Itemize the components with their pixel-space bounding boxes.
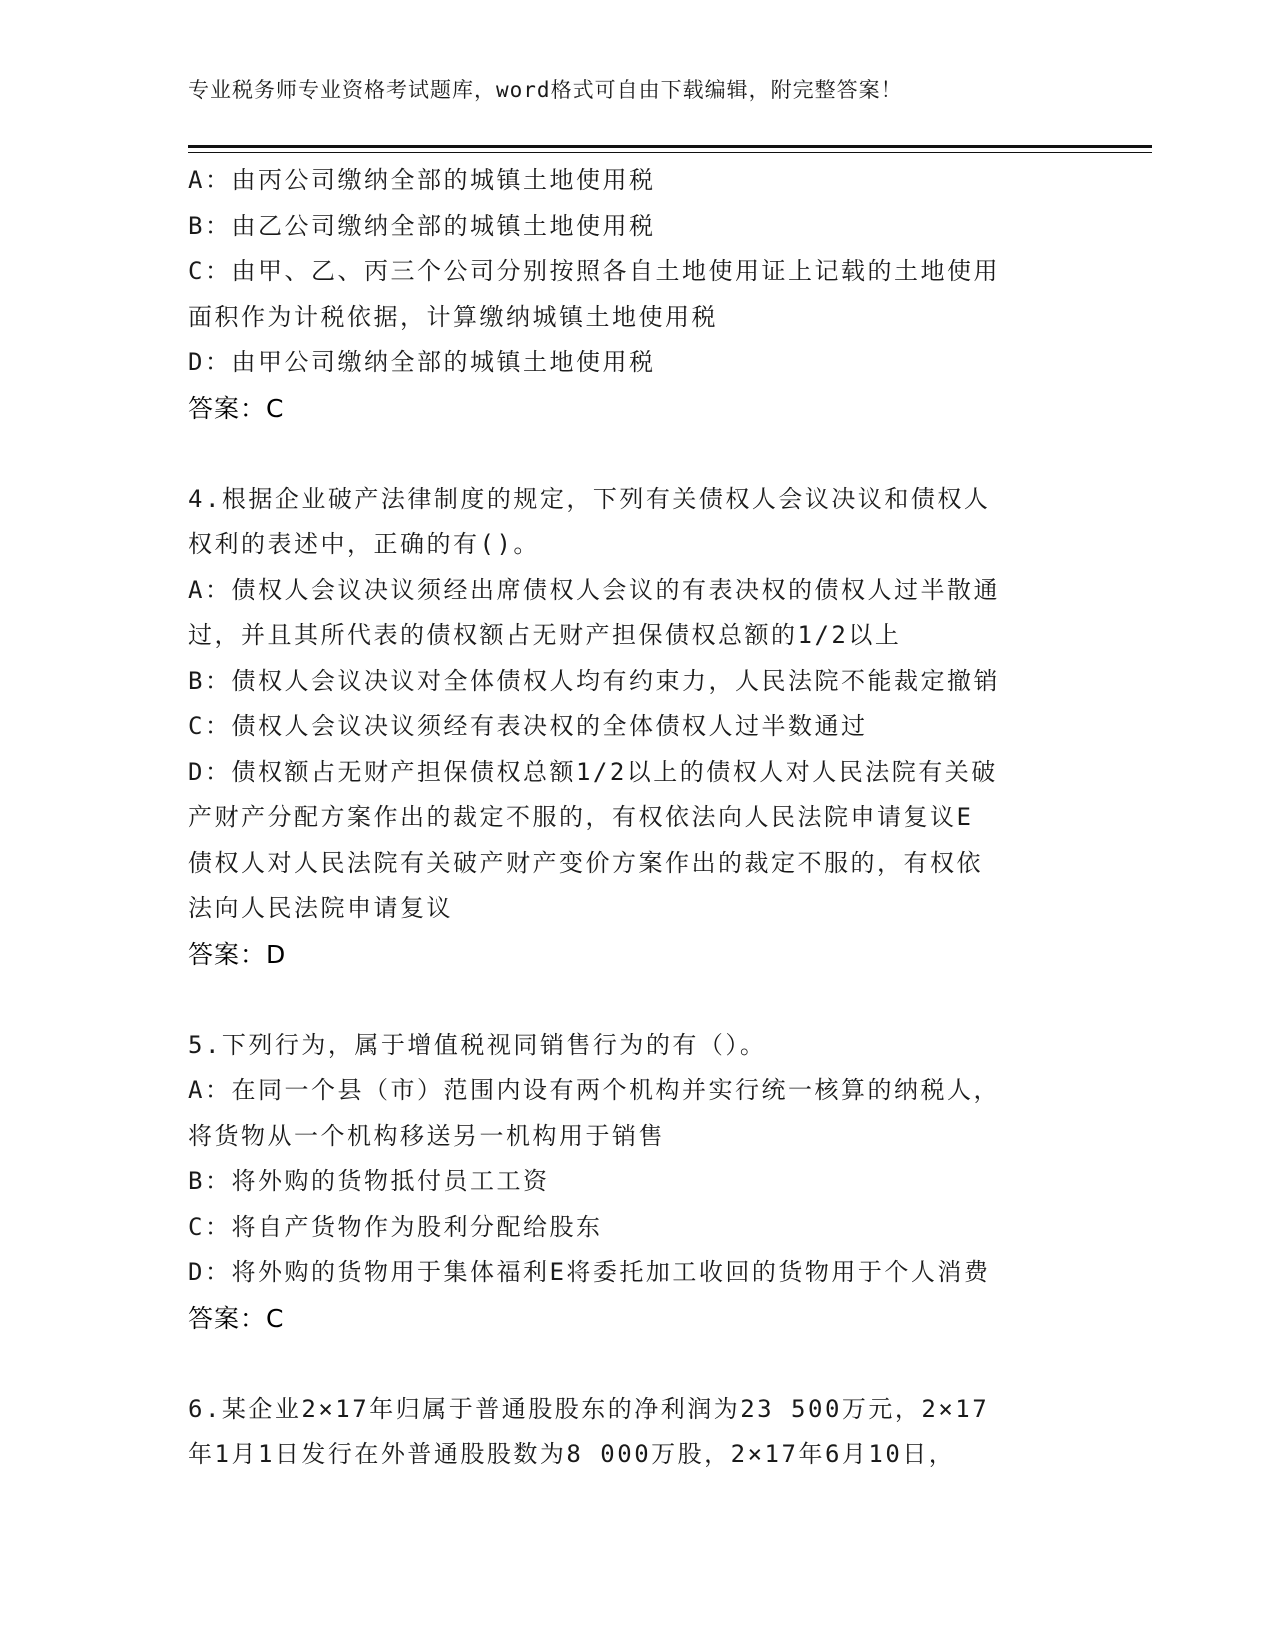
document-body (188, 158, 1068, 1478)
spacer (188, 431, 1068, 477)
answer-line: 答案：C (188, 1303, 285, 1333)
question-block (188, 1387, 1068, 1478)
option-line: A：在同一个县（市）范围内设有两个机构并实行统一核算的纳税人， (188, 1076, 1000, 1104)
option-line: 过，并且其所代表的债权额占无财产担保债权总额的1/2以上 (188, 621, 902, 649)
option-line: 面积作为计税依据，计算缴纳城镇土地使用税 (188, 302, 718, 331)
page-header: 专业税务师专业资格考试题库，word格式可自由下载编辑，附完整答案！ (188, 78, 903, 102)
question-text-line: 6.某企业2×17年归属于普通股股东的净利润为23 500万元，2×17 (188, 1394, 990, 1423)
answer-line: 答案：C (188, 393, 285, 423)
option-line: 将货物从一个机构移送另一机构用于销售 (188, 1121, 665, 1150)
question-block (188, 158, 1068, 431)
header-rule-thick (188, 145, 1152, 148)
option-line: B：将外购的货物抵付员工工资 (188, 1167, 550, 1195)
spacer (188, 1341, 1068, 1387)
option-line: A：债权人会议决议须经出席债权人会议的有表决权的债权人过半散通 (188, 575, 1000, 604)
option-line: 产财产分配方案作出的裁定不服的，有权依法向人民法院申请复议E (188, 803, 974, 831)
option-line: B：债权人会议决议对全体债权人均有约束力，人民法院不能裁定撤销 (188, 666, 1000, 695)
option-line: C：将自产货物作为股利分配给股东 (188, 1212, 603, 1241)
question-block (188, 1023, 1068, 1342)
answer-line: 答案：D (188, 939, 287, 969)
header-rule-thin (188, 152, 1152, 153)
question-block (188, 477, 1068, 978)
option-line: C：由甲、乙、丙三个公司分别按照各自土地使用证上记载的土地使用 (188, 257, 1000, 285)
option-line: A：由丙公司缴纳全部的城镇土地使用税 (188, 166, 656, 194)
question-text-line: 年1月1日发行在外普通股股数为8 000万股，2×17年6月10日， (188, 1440, 956, 1468)
question-text-line: 权利的表述中，正确的有()。 (188, 530, 540, 558)
spacer (188, 977, 1068, 1023)
option-line: 法向人民法院申请复议 (188, 894, 453, 922)
option-line: 债权人对人民法院有关破产财产变价方案作出的裁定不服的，有权依 (188, 848, 983, 877)
option-line: D：由甲公司缴纳全部的城镇土地使用税 (188, 348, 656, 376)
option-line: D：债权额占无财产担保债权总额1/2以上的债权人对人民法院有关破 (188, 757, 998, 786)
question-text-line: 5.下列行为，属于增值税视同销售行为的有（）。 (188, 1030, 767, 1059)
question-text-line: 4.根据企业破产法律制度的规定，下列有关债权人会议决议和债权人 (188, 484, 991, 513)
option-line: B：由乙公司缴纳全部的城镇土地使用税 (188, 211, 656, 240)
option-line: D：将外购的货物用于集体福利E将委托加工收回的货物用于个人消费 (188, 1258, 991, 1286)
option-line: C：债权人会议决议须经有表决权的全体债权人过半数通过 (188, 712, 868, 740)
